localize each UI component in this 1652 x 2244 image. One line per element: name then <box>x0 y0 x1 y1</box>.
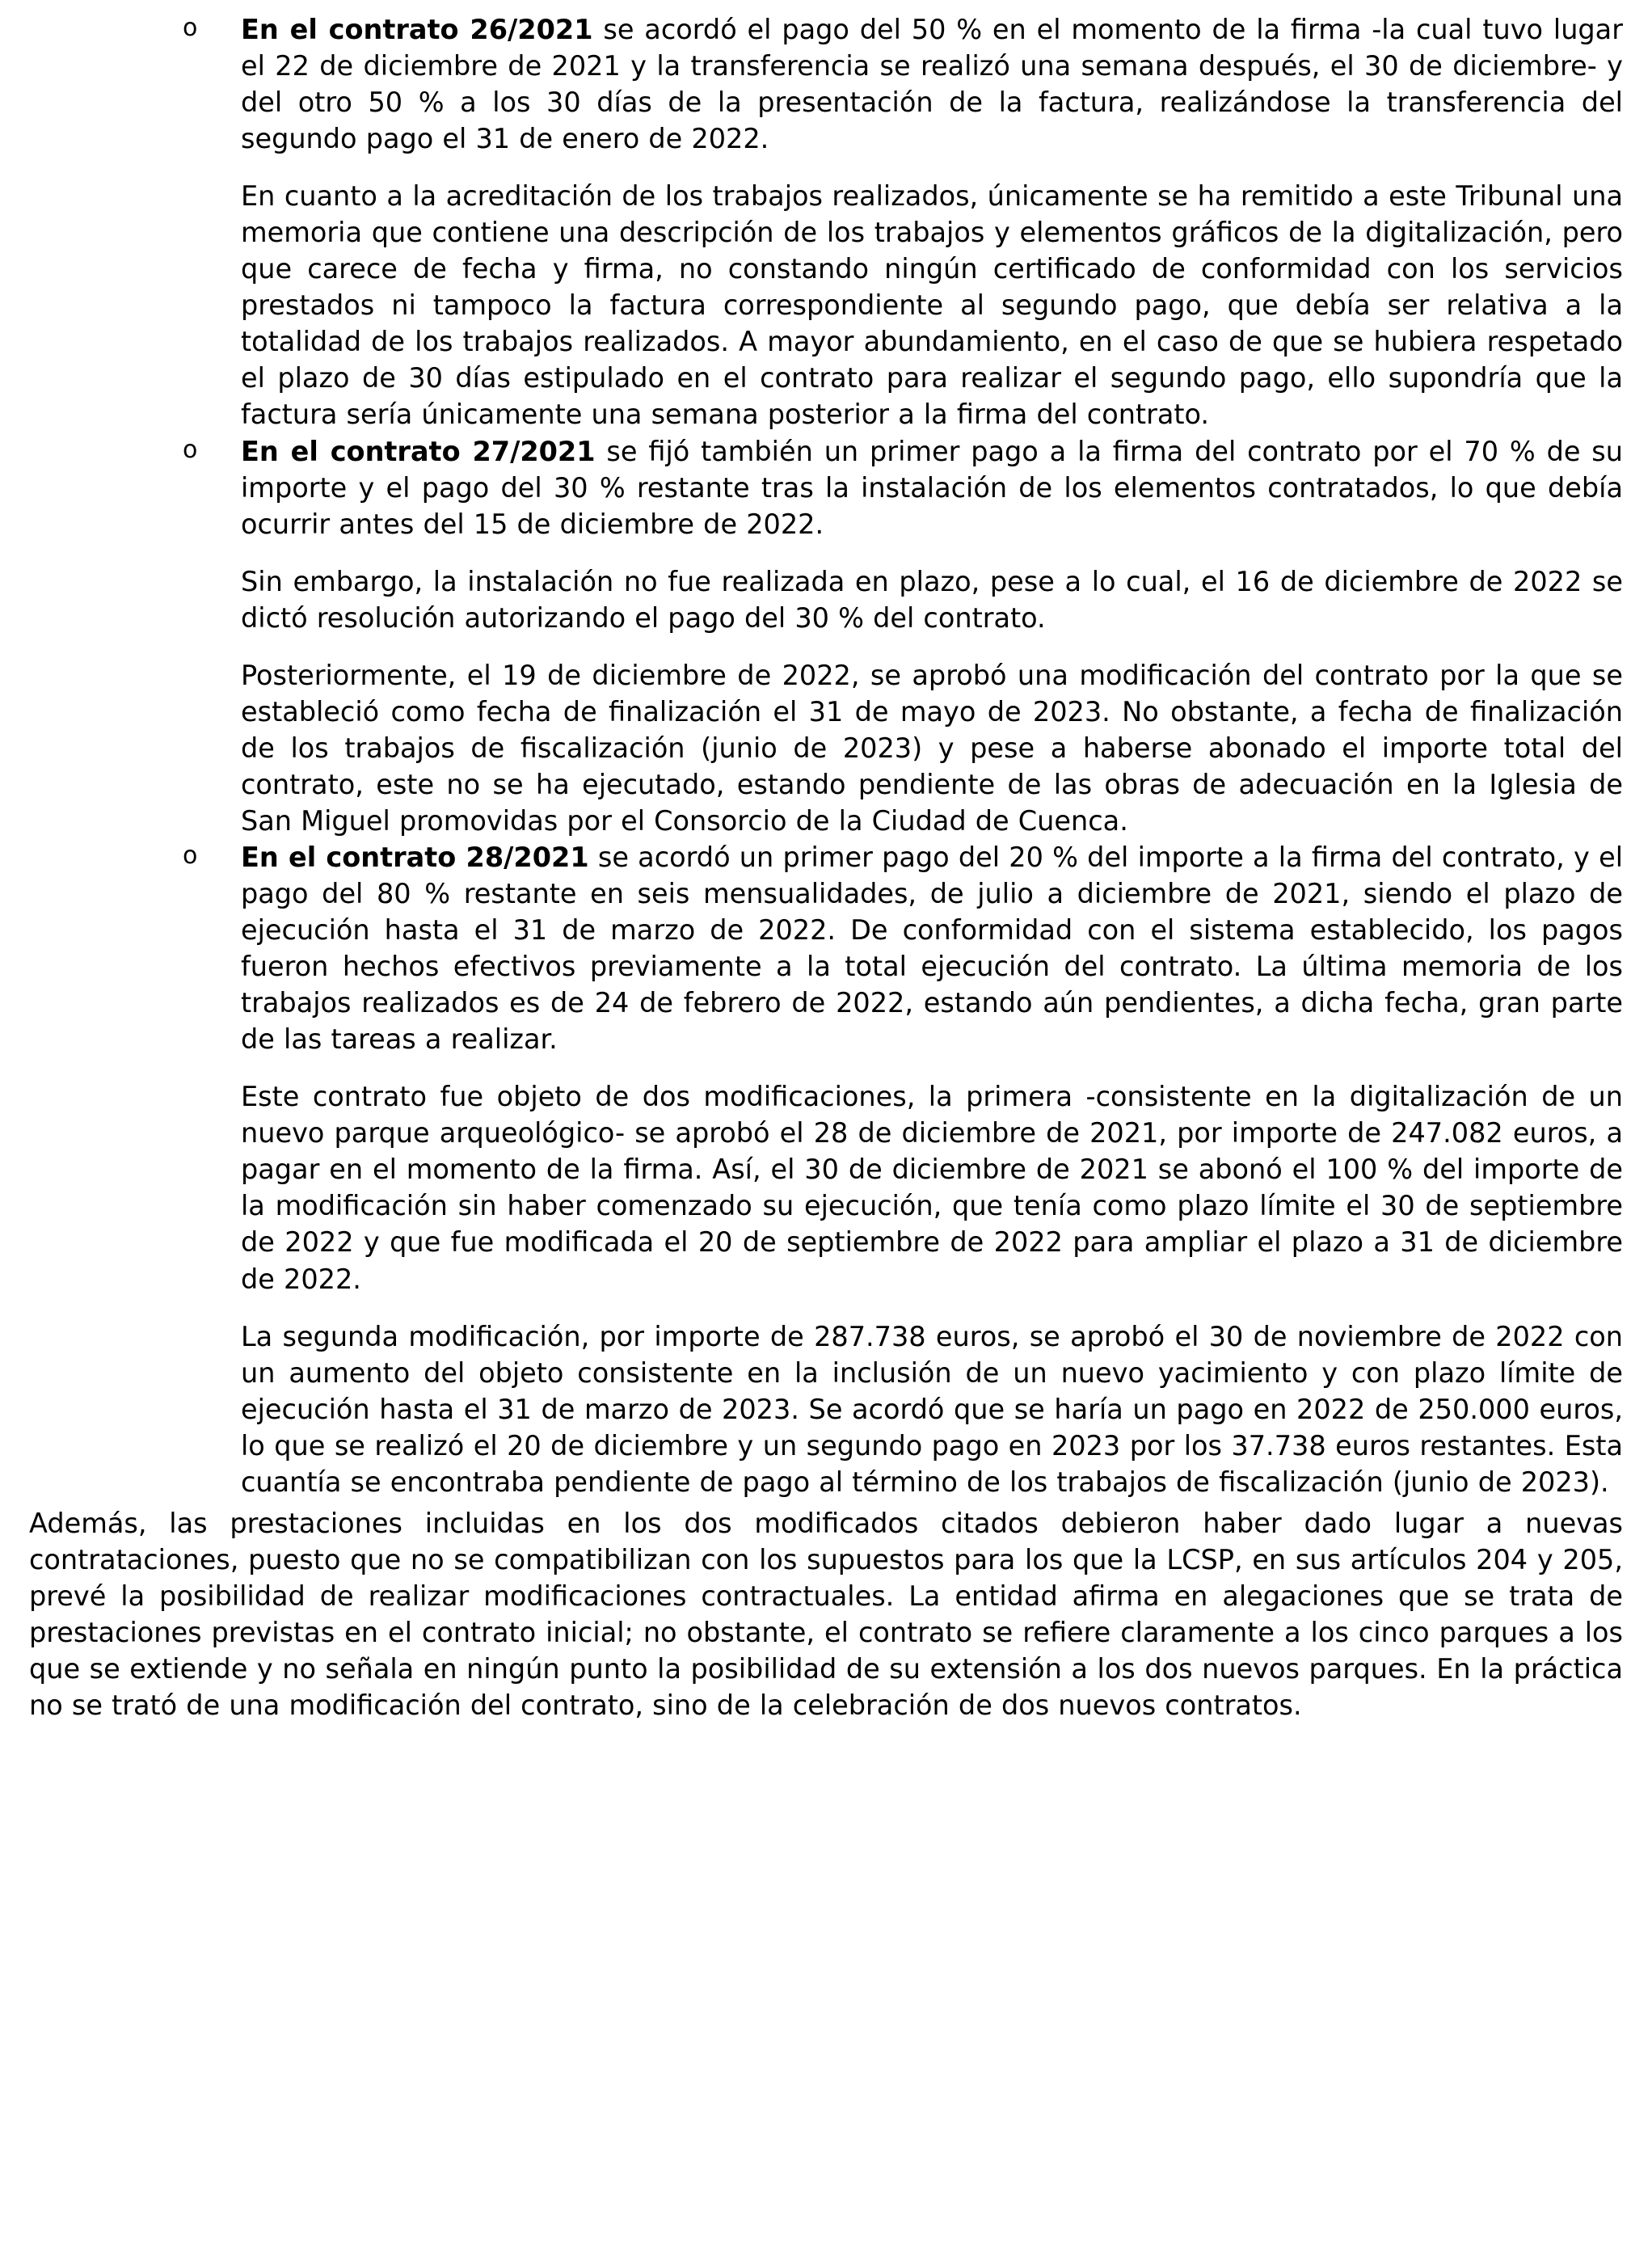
bullet-lead-paragraph <box>241 433 1623 542</box>
contract-label-bold: En el contrato 28/2021 <box>241 841 589 873</box>
contract-label-bold: En el contrato 26/2021 <box>241 14 593 45</box>
paragraph: Este contrato fue objeto de dos modificaciones, la primera -consistente en la digitalización de un nuevo parque arqueológico- se aprobó el 28 de diciembre de 2021, por importe de 247.082 euros, a pagar en el momento de la firma. Así, el 30 de diciembre de 2021 se abonó el 100 % del importe de la modificación sin haber comenzado su ejecución, que tenía como plazo límite el 30 de septiembre de 2022 y que fue modificada el 20 de septiembre de 2022 para ampliar el plazo a 31 de diciembre de 2022. <box>241 1081 1623 1295</box>
contract-lead-text: se acordó el pago del 50 % en el momento de la firma -la cual tuvo lugar el 22 de diciembre de 2021 y la transferencia se realizó una semana después, el 30 de diciembre- y del otro 50 % a los 30 días de la presentación de la factura, realizándose la transferencia del segundo pago el 31 de enero de 2022. <box>241 14 1623 155</box>
contract-lead-text: se fijó también un primer pago a la firma del contrato por el 70 % de su importe y el pago del 30 % restante tras la instalación de los elementos contratados, lo que debía ocurrir antes del 15 de diciembre de 2022. <box>241 435 1623 540</box>
closing-block <box>29 1505 1623 1723</box>
bullet-item-contrato-27-2021 <box>29 433 1623 839</box>
bullet-circle-icon: o <box>183 841 198 870</box>
bullet-circle-icon: o <box>183 14 198 42</box>
paragraph: Sin embargo, la instalación no fue realizada en plazo, pese a lo cual, el 16 de diciembre de 2022 se dictó resolución autorizando el pago del 30 % del contrato. <box>241 565 1623 634</box>
bullet-lead-paragraph <box>241 839 1623 1057</box>
paragraph: Posteriormente, el 19 de diciembre de 2022, se aprobó una modificación del contrato por la que se estableció como fecha de finalización el 31 de mayo de 2023. No obstante, a fecha de finalización de los trabajos de fiscalización (junio de 2023) y pese a haberse abonado el importe total del contrato, este no se ha ejecutado, estando pendiente de las obras de adecuación en la Iglesia de San Miguel promovidas por el Consorcio de la Ciudad de Cuenca. <box>241 659 1623 837</box>
contract-label-bold: En el contrato 27/2021 <box>241 435 596 467</box>
bullet-item-contrato-26-2021 <box>29 11 1623 433</box>
closing-paragraph: Además, las prestaciones incluidas en los dos modificados citados debieron haber dado lugar a nuevas contrataciones, puesto que no se compatibilizan con los supuestos para los que la LCSP, en sus artículos 204 y 205, prevé la posibilidad de realizar modificaciones contractuales. La entidad afirma en alegaciones que se trata de prestaciones previstas en el contrato inicial; no obstante, el contrato se refiere claramente a los cinco parques a los que se extiende y no señala en ningún punto la posibilidad de su extensión a los dos nuevos parques. En la práctica no se trató de una modificación del contrato, sino de la celebración de dos nuevos contratos. <box>29 1507 1623 1722</box>
paragraph: En cuanto a la acreditación de los trabajos realizados, únicamente se ha remitido a este Tribunal una memoria que contiene una descripción de los trabajos y elementos gráficos de la digitalización, pero que carece de fecha y firma, no constando ningún certificado de conformidad con los servicios prestados ni tampoco la factura correspondiente al segundo pago, que debía ser relativa a la totalidad de los trabajos realizados. A mayor abundamiento, en el caso de que se hubiera respetado el plazo de 30 días estipulado en el contrato para realizar el segundo pago, ello supondría que la factura sería únicamente una semana posterior a la firma del contrato. <box>241 180 1623 431</box>
bullet-lead-paragraph <box>241 11 1623 157</box>
bullet-item-contrato-28-2021 <box>29 839 1623 1500</box>
contract-lead-text: se acordó un primer pago del 20 % del importe a la firma del contrato, y el pago del 80 % restante en seis mensualidades, de julio a diciembre de 2021, siendo el plazo de ejecución hasta el 31 de marzo de 2022. De conformidad con el sistema establecido, los pagos fueron hechos efectivos previamente a la total ejecución del contrato. La última memoria de los trabajos realizados es de 24 de febrero de 2022, estando aún pendientes, a dicha fecha, gran parte de las tareas a realizar. <box>241 841 1623 1056</box>
bullet-circle-icon: o <box>183 435 198 464</box>
paragraph: La segunda modificación, por importe de 287.738 euros, se aprobó el 30 de noviembre de 2022 con un aumento del objeto consistente en la inclusión de un nuevo yacimiento y con plazo límite de ejecución hasta el 31 de marzo de 2023. Se acordó que se haría un pago en 2022 de 250.000 euros, lo que se realizó el 20 de diciembre y un segundo pago en 2023 por los 37.738 euros restantes. Esta cuantía se encontraba pendiente de pago al término de los trabajos de fiscalización (junio de 2023). <box>241 1320 1623 1498</box>
